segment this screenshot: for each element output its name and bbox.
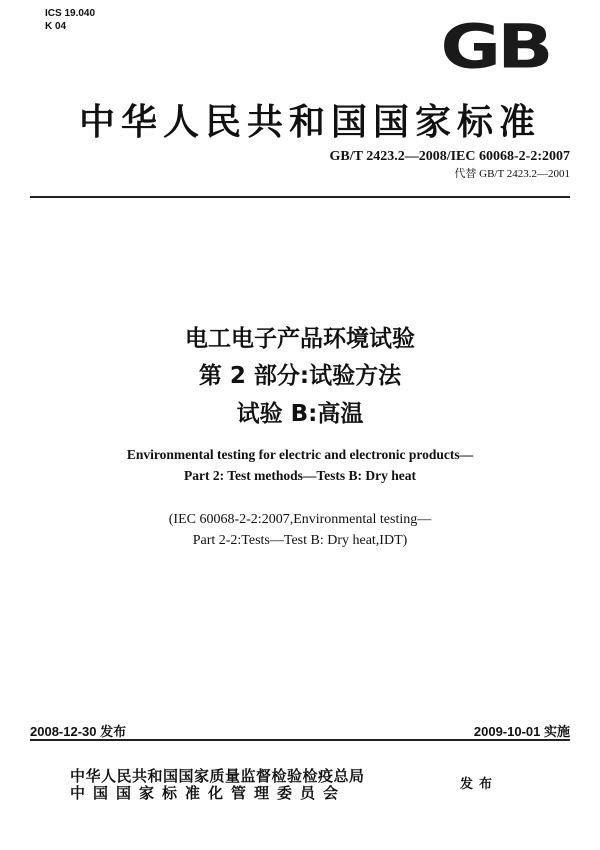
replaces-note: 代替 GB/T 2423.2—2001 [454, 168, 570, 180]
ics-code: ICS 19.040 [45, 8, 96, 19]
national-standard-title: 中华人民共和国国家标准 [78, 101, 541, 143]
classification-codes [45, 7, 95, 33]
iec-reference-line1: (IEC 60068-2-2:2007,Environmental testing— [168, 512, 432, 527]
divider-bottom [30, 739, 570, 741]
effective-date: 2009-10-01 实施 [473, 724, 570, 739]
issuer-line2: 中国国家标准化管理委员会 [70, 784, 347, 802]
title-cn-line3: 试验 B:高温 [236, 401, 364, 427]
title-cn-line1: 电工电子产品环境试验 [185, 326, 415, 352]
publish-label: 发布 [460, 777, 499, 792]
title-cn-line2: 第 2 部分:试验方法 [198, 363, 402, 389]
title-en-line2: Part 2: Test methods—Tests B: Dry heat [184, 468, 416, 483]
gb-logo [420, 10, 570, 74]
title-en-line1: Environmental testing for electric and electronic products— [126, 447, 474, 462]
gb-logo-text: GB [440, 10, 550, 74]
issuer-line1: 中华人民共和国国家质量监督检验检疫总局 [70, 767, 365, 785]
ccs-code: K 04 [45, 21, 67, 32]
issue-date: 2008-12-30 发布 [30, 724, 127, 739]
standard-number: GB/T 2423.2—2008/IEC 60068-2-2:2007 [329, 149, 570, 164]
divider-top [30, 196, 570, 198]
iec-reference-line2: Part 2-2:Tests—Test B: Dry heat,IDT) [192, 533, 408, 548]
